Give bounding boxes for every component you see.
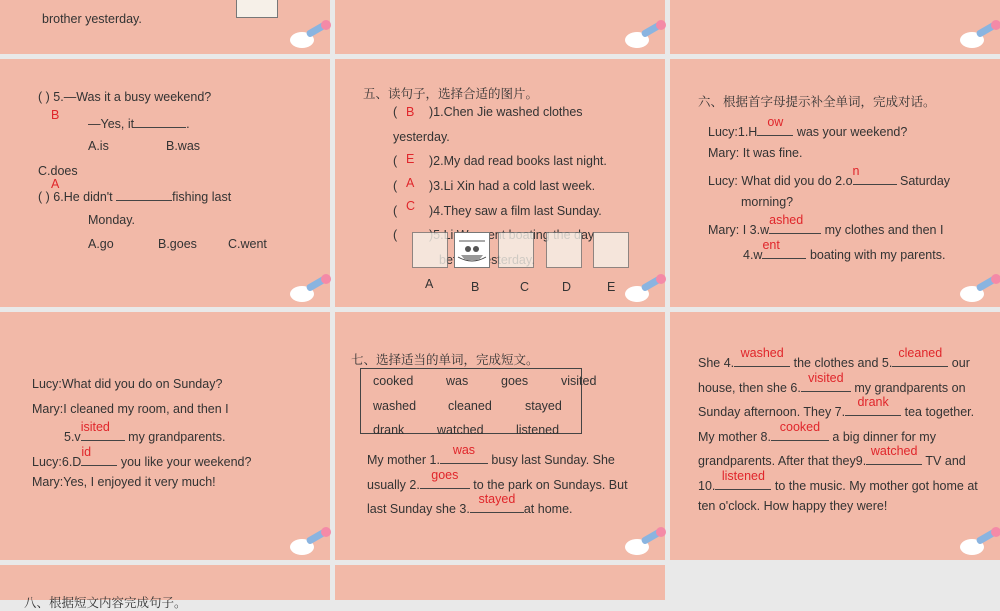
item-3-text: )3.Li Xin had a cold last week.	[429, 179, 596, 193]
q6-option-b: B.goes	[158, 237, 197, 251]
dialog-line-4: morning?	[741, 195, 794, 209]
passage-line-3	[367, 492, 573, 516]
passage2-5-end: TV and	[925, 454, 966, 468]
pen-icon	[623, 527, 665, 557]
word-washed: washed	[373, 399, 417, 413]
q5-option-c: C.does	[38, 164, 78, 178]
slide-4	[0, 59, 330, 307]
item-4-answer: C	[406, 199, 416, 213]
passage2-3-start: Sunday afternoon. They 7.	[698, 405, 846, 419]
dialog2-line-1: Lucy:What did you do on Sunday?	[32, 377, 223, 391]
slide-1-image	[236, 0, 278, 18]
answer-washed: ashed	[769, 213, 804, 227]
q5-answer: B	[51, 108, 60, 122]
slide-1	[0, 0, 330, 54]
section-6-title: 六、根据首字母提示补全单词，完成对话。	[698, 95, 936, 109]
picture-label-d: D	[562, 280, 572, 294]
passage2-line-5	[698, 444, 966, 468]
section-8-title: 八、根据短文内容完成句子。	[24, 596, 187, 610]
answer-goes: goes	[431, 468, 459, 482]
q5-option-b: B.was	[166, 139, 201, 153]
item-2-answer: E	[406, 152, 415, 166]
item-3-bracket: (	[393, 179, 398, 193]
passage2-line-3	[698, 395, 975, 419]
picture-a	[412, 232, 448, 268]
pen-icon	[958, 20, 1000, 50]
item-1-answer: B	[406, 105, 415, 119]
picture-label-a: A	[425, 277, 434, 291]
dialog-line-5	[708, 213, 944, 237]
dialog2-4-start: Lucy:6.D	[32, 455, 82, 469]
word-drank: drank	[373, 423, 405, 437]
word-was: was	[446, 374, 469, 388]
dialog2-line-4	[32, 445, 252, 469]
dialog-1-start: Lucy:1.H	[708, 125, 758, 139]
dialog-5-end: my clothes and then I	[824, 223, 944, 237]
answer-washed-2: washed	[740, 346, 784, 360]
boating-icon	[455, 233, 489, 267]
slide-6	[670, 59, 1000, 307]
item-2-text: )2.My dad read books last night.	[429, 154, 607, 168]
answer-watched: watched	[870, 444, 918, 458]
q6-text-end: fishing last	[172, 190, 232, 204]
dialog-line-3	[708, 164, 951, 188]
passage2-3-end: tea together.	[904, 405, 975, 419]
q6-option-c: C.went	[228, 237, 267, 251]
word-stayed: stayed	[525, 399, 562, 413]
section-7-title: 七、选择适当的单词，完成短文。	[351, 353, 539, 367]
dialog2-line-2: Mary:I cleaned my room, and then I	[32, 402, 229, 416]
answer-cooked: cooked	[779, 420, 821, 434]
answer-stayed: stayed	[478, 492, 516, 506]
passage-line-2	[367, 468, 628, 492]
passage2-5-start: grandparents. After that they9.	[698, 454, 867, 468]
item-4-text: )4.They saw a film last Sunday.	[429, 204, 602, 218]
answer-visited-2: visited	[808, 371, 844, 385]
picture-label-b: B	[471, 280, 480, 294]
dialog-6-end: boating with my parents.	[809, 248, 946, 262]
answer-on: n	[852, 164, 860, 178]
item-1-bracket: (	[393, 105, 398, 119]
passage2-6-start: 10.	[698, 479, 716, 493]
pen-icon	[288, 527, 330, 557]
slide-5	[335, 59, 665, 307]
passage-1-end: busy last Sunday. She	[491, 453, 615, 467]
passage2-1-end: our	[951, 356, 970, 370]
item-5-bracket: (	[393, 228, 398, 242]
picture-b	[454, 232, 490, 268]
item-2-bracket: (	[393, 154, 398, 168]
word-goes: goes	[501, 374, 529, 388]
pen-icon	[623, 274, 665, 304]
picture-d	[546, 232, 582, 268]
item-3-answer: A	[406, 176, 415, 190]
answer-listened: listened	[721, 469, 765, 483]
slide-7	[0, 312, 330, 560]
item-1-text-cont: yesterday.	[393, 130, 450, 144]
dialog-3-end: Saturday	[900, 174, 951, 188]
pen-icon	[288, 20, 330, 50]
slide-11	[335, 565, 665, 600]
picture-label-c: C	[520, 280, 530, 294]
answer-visited: isited	[80, 420, 110, 434]
passage-3-start: last Sunday she 3.	[367, 502, 470, 516]
passage2-line-2	[698, 371, 966, 395]
passage2-2-end: my grandparents on	[854, 381, 966, 395]
passage2-1-start: She 4.	[698, 356, 735, 370]
dialog-3-start: Lucy: What did you do 2.o	[708, 174, 853, 188]
slide-3	[670, 0, 1000, 54]
dialog-1-end: was your weekend?	[796, 125, 908, 139]
q6-option-a: A.go	[88, 237, 114, 251]
passage2-1-mid: the clothes and 5.	[793, 356, 893, 370]
word-listened: listened	[516, 423, 560, 437]
picture-c	[498, 232, 534, 268]
dialog2-4-end: you like your weekend?	[120, 455, 252, 469]
answer-cleaned: cleaned	[898, 346, 943, 360]
q5-option-a: A.is	[88, 139, 109, 153]
answer-was: was	[452, 443, 476, 457]
section-5-title: 五、读句子，选择合适的图片。	[363, 87, 539, 101]
dialog2-3-start: 5.v	[64, 430, 81, 444]
answer-how: ow	[767, 115, 784, 129]
passage2-line-7: ten o'clock. How happy they were!	[698, 499, 888, 513]
picture-e	[593, 232, 629, 268]
word-visited: visited	[561, 374, 597, 388]
passage-1-start: My mother 1.	[367, 453, 440, 467]
passage2-line-6	[698, 469, 978, 493]
word-cooked: cooked	[373, 374, 414, 388]
pen-icon	[288, 274, 330, 304]
pen-icon	[958, 527, 1000, 557]
word-cleaned: cleaned	[448, 399, 492, 413]
dialog2-3-end: my grandparents.	[128, 430, 226, 444]
slide-8	[335, 312, 665, 560]
q5-yes: —Yes, it .	[88, 117, 190, 131]
slide-10	[0, 565, 330, 610]
q6-text-start: ( ) 6.He didn't	[38, 190, 113, 204]
passage2-4-end: a big dinner for my	[832, 430, 936, 444]
q5-text: ( ) 5.—Was it a busy weekend?	[38, 90, 212, 104]
dialog-6-start: 4.w	[743, 248, 763, 262]
answer-went: ent	[762, 238, 780, 252]
dialog2-line-3	[64, 420, 226, 444]
passage2-6-end: to the music. My mother got home at	[774, 479, 978, 493]
item-4-bracket: (	[393, 204, 398, 218]
slide-1-text: brother yesterday.	[42, 12, 142, 26]
dialog2-line-5: Mary:Yes, I enjoyed it very much!	[32, 475, 216, 489]
q6-answer: A	[51, 177, 60, 191]
answer-drank: drank	[857, 395, 889, 409]
slide-2	[335, 0, 665, 54]
item-1-text: )1.Chen Jie washed clothes	[429, 105, 583, 119]
dialog-line-1	[708, 115, 908, 139]
pen-icon	[623, 20, 665, 50]
item-5-text: went day	[478, 228, 595, 242]
q5-yes-text: —Yes, it	[88, 117, 135, 131]
dialog-5-start: Mary: I 3.w	[708, 223, 770, 237]
passage2-4-start: My mother 8.	[698, 430, 771, 444]
q6-text	[38, 188, 231, 204]
passage-line-1	[367, 443, 615, 467]
passage-2-end: to the park on Sundays. But	[473, 478, 628, 492]
passage-2-start: usually 2.	[367, 478, 420, 492]
dialog-line-6	[743, 238, 946, 262]
answer-did: id	[81, 445, 92, 459]
q6-line2: Monday.	[88, 213, 136, 227]
dialog-line-2: Mary: It was fine.	[708, 146, 803, 160]
passage-3-end: at home.	[523, 502, 573, 516]
slide-9	[670, 312, 1000, 560]
passage2-line-4	[698, 420, 936, 444]
word-watched: watched	[437, 423, 484, 437]
passage2-2-start: house, then she 6.	[698, 381, 801, 395]
passage2-line-1	[698, 346, 970, 370]
picture-label-e: E	[607, 280, 616, 294]
pen-icon	[958, 274, 1000, 304]
